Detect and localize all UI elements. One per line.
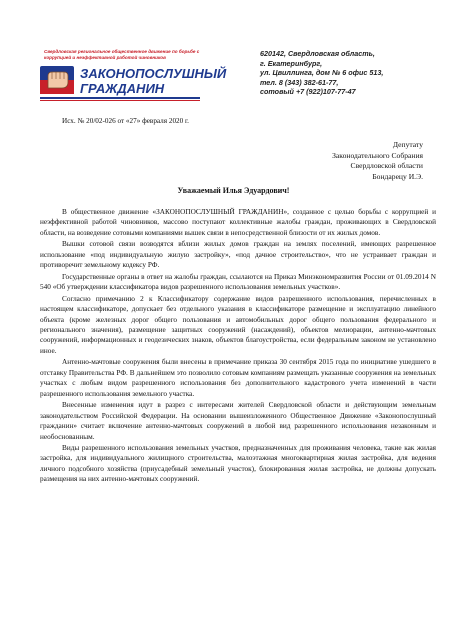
paragraph: Внесенные изменения идут в разрез с интересами жителей Свердловской области и действующим земельным законодательством Российской Федерации. На основании вышеизложенного Общественное Движение «Законопослушный гражданин» считает включение антенно-мачтовых сооружений в любой вид разрешенного использования незаконным и необоснованным. bbox=[40, 401, 436, 441]
paragraph: Антенно-мачтовые сооружения были внесены в примечание приказа 30 сентября 2015 года по инициативе ушедшего в отставку Правительства РФ. В дальнейшем это позволило сотовым компаниям размещать указанные сооружения на земельных участках с любым видом разрешенного использования без дополнительного кадастрового учета изменений в части разрешенного использования земельного участка. bbox=[40, 358, 436, 398]
org-subtitle: Свердловская региональное общественное движение по борьбе с коррупцией и неэффективной работой чиновников bbox=[44, 49, 200, 60]
paragraph: Вышки сотовой связи возводятся вблизи жилых домов граждан на землях поселений, имеющих разрешенное использование «под индивидуальную жилую застройку», «под дачное строительство», что не устраивает граждан и противоречит земельному кодексу РФ. bbox=[40, 240, 436, 270]
address-line: г. Екатеринбург, bbox=[260, 58, 323, 68]
paragraph: Согласно примечанию 2 к Классификатору содержание видов разрешенного использования, перечисленных в настоящем классификаторе, допускает без отдельного указания в классификаторе размещение и эксплуатацию линейного объекта (кроме железных дорог общего пользования и автомобильных дорог общего пользования федерального и регионального значения), размещение защитных сооружений (насаждений), объектов мелиорации, антенно-мачтовых сооружений, информационных и геодезических знаков, объектов благоустройства, если федеральным законом не установлено иное. bbox=[40, 294, 436, 355]
letter-body bbox=[40, 207, 436, 486]
recipient-line: Свердловской области bbox=[350, 161, 423, 171]
outgoing-number: Исх. № 20/02-026 от «27» февраля 2020 г. bbox=[62, 117, 189, 125]
recipient-line: Законодательного Собрания bbox=[332, 150, 423, 160]
org-name bbox=[80, 66, 226, 96]
org-name-line1: ЗАКОНОПОСЛУШНЫЙ bbox=[80, 66, 227, 81]
paragraph: В общественное движение «ЗАКОНОПОСЛУШНЫЙ ГРАЖДАНИН», созданное с целью борьбы с коррупцией и неэффективной работой чиновников, массово поступают коллективные жалобы граждан, проживающих в Свердловской области, на возведение сотовыми компаниями вышек связи в непосредственной близости от их жилых домов. bbox=[40, 208, 436, 237]
org-name-line2: ГРАЖДАНИН bbox=[80, 81, 165, 96]
address-line: ул. Цвиллинга, дом № 6 офис 513, bbox=[260, 68, 384, 78]
paragraph: Виды разрешенного использования земельных участков, предназначенных для проживания человека, такие как жилая застройка, для индивидуального жилищного строительства, малоэтажная многоквартирная жилая застройка, для ведения личного подсобного хозяйства (приусадебный земельный участок), блокированная жилая застройка, не должны допускать размещения на них антенно-мачтовых сооружений. bbox=[40, 443, 436, 484]
recipient-line: Депутату bbox=[392, 140, 423, 149]
org-address bbox=[260, 49, 440, 97]
recipient-name: Бондарецу И.Э. bbox=[372, 171, 423, 181]
address-phone: тел. 8 (343) 382-61-77, bbox=[260, 77, 339, 87]
address-mobile: сотовый +7 (922)107-77-47 bbox=[260, 87, 356, 97]
recipient-block bbox=[223, 140, 423, 182]
paragraph: Государственные органы в ответ на жалобы граждан, ссылаются на Приказ Минэкономразвития России от 01.09.2014 N 540 «Об утверждении классификатора видов разрешенного использования земельных участков». bbox=[40, 272, 436, 292]
header-divider-blue bbox=[40, 97, 200, 99]
header-divider-red bbox=[40, 100, 200, 101]
address-line: 620142, Свердловская область, bbox=[260, 49, 375, 58]
greeting: Уважаемый Илья Эдуардович! bbox=[177, 186, 290, 195]
fist-logo-icon bbox=[40, 66, 74, 94]
